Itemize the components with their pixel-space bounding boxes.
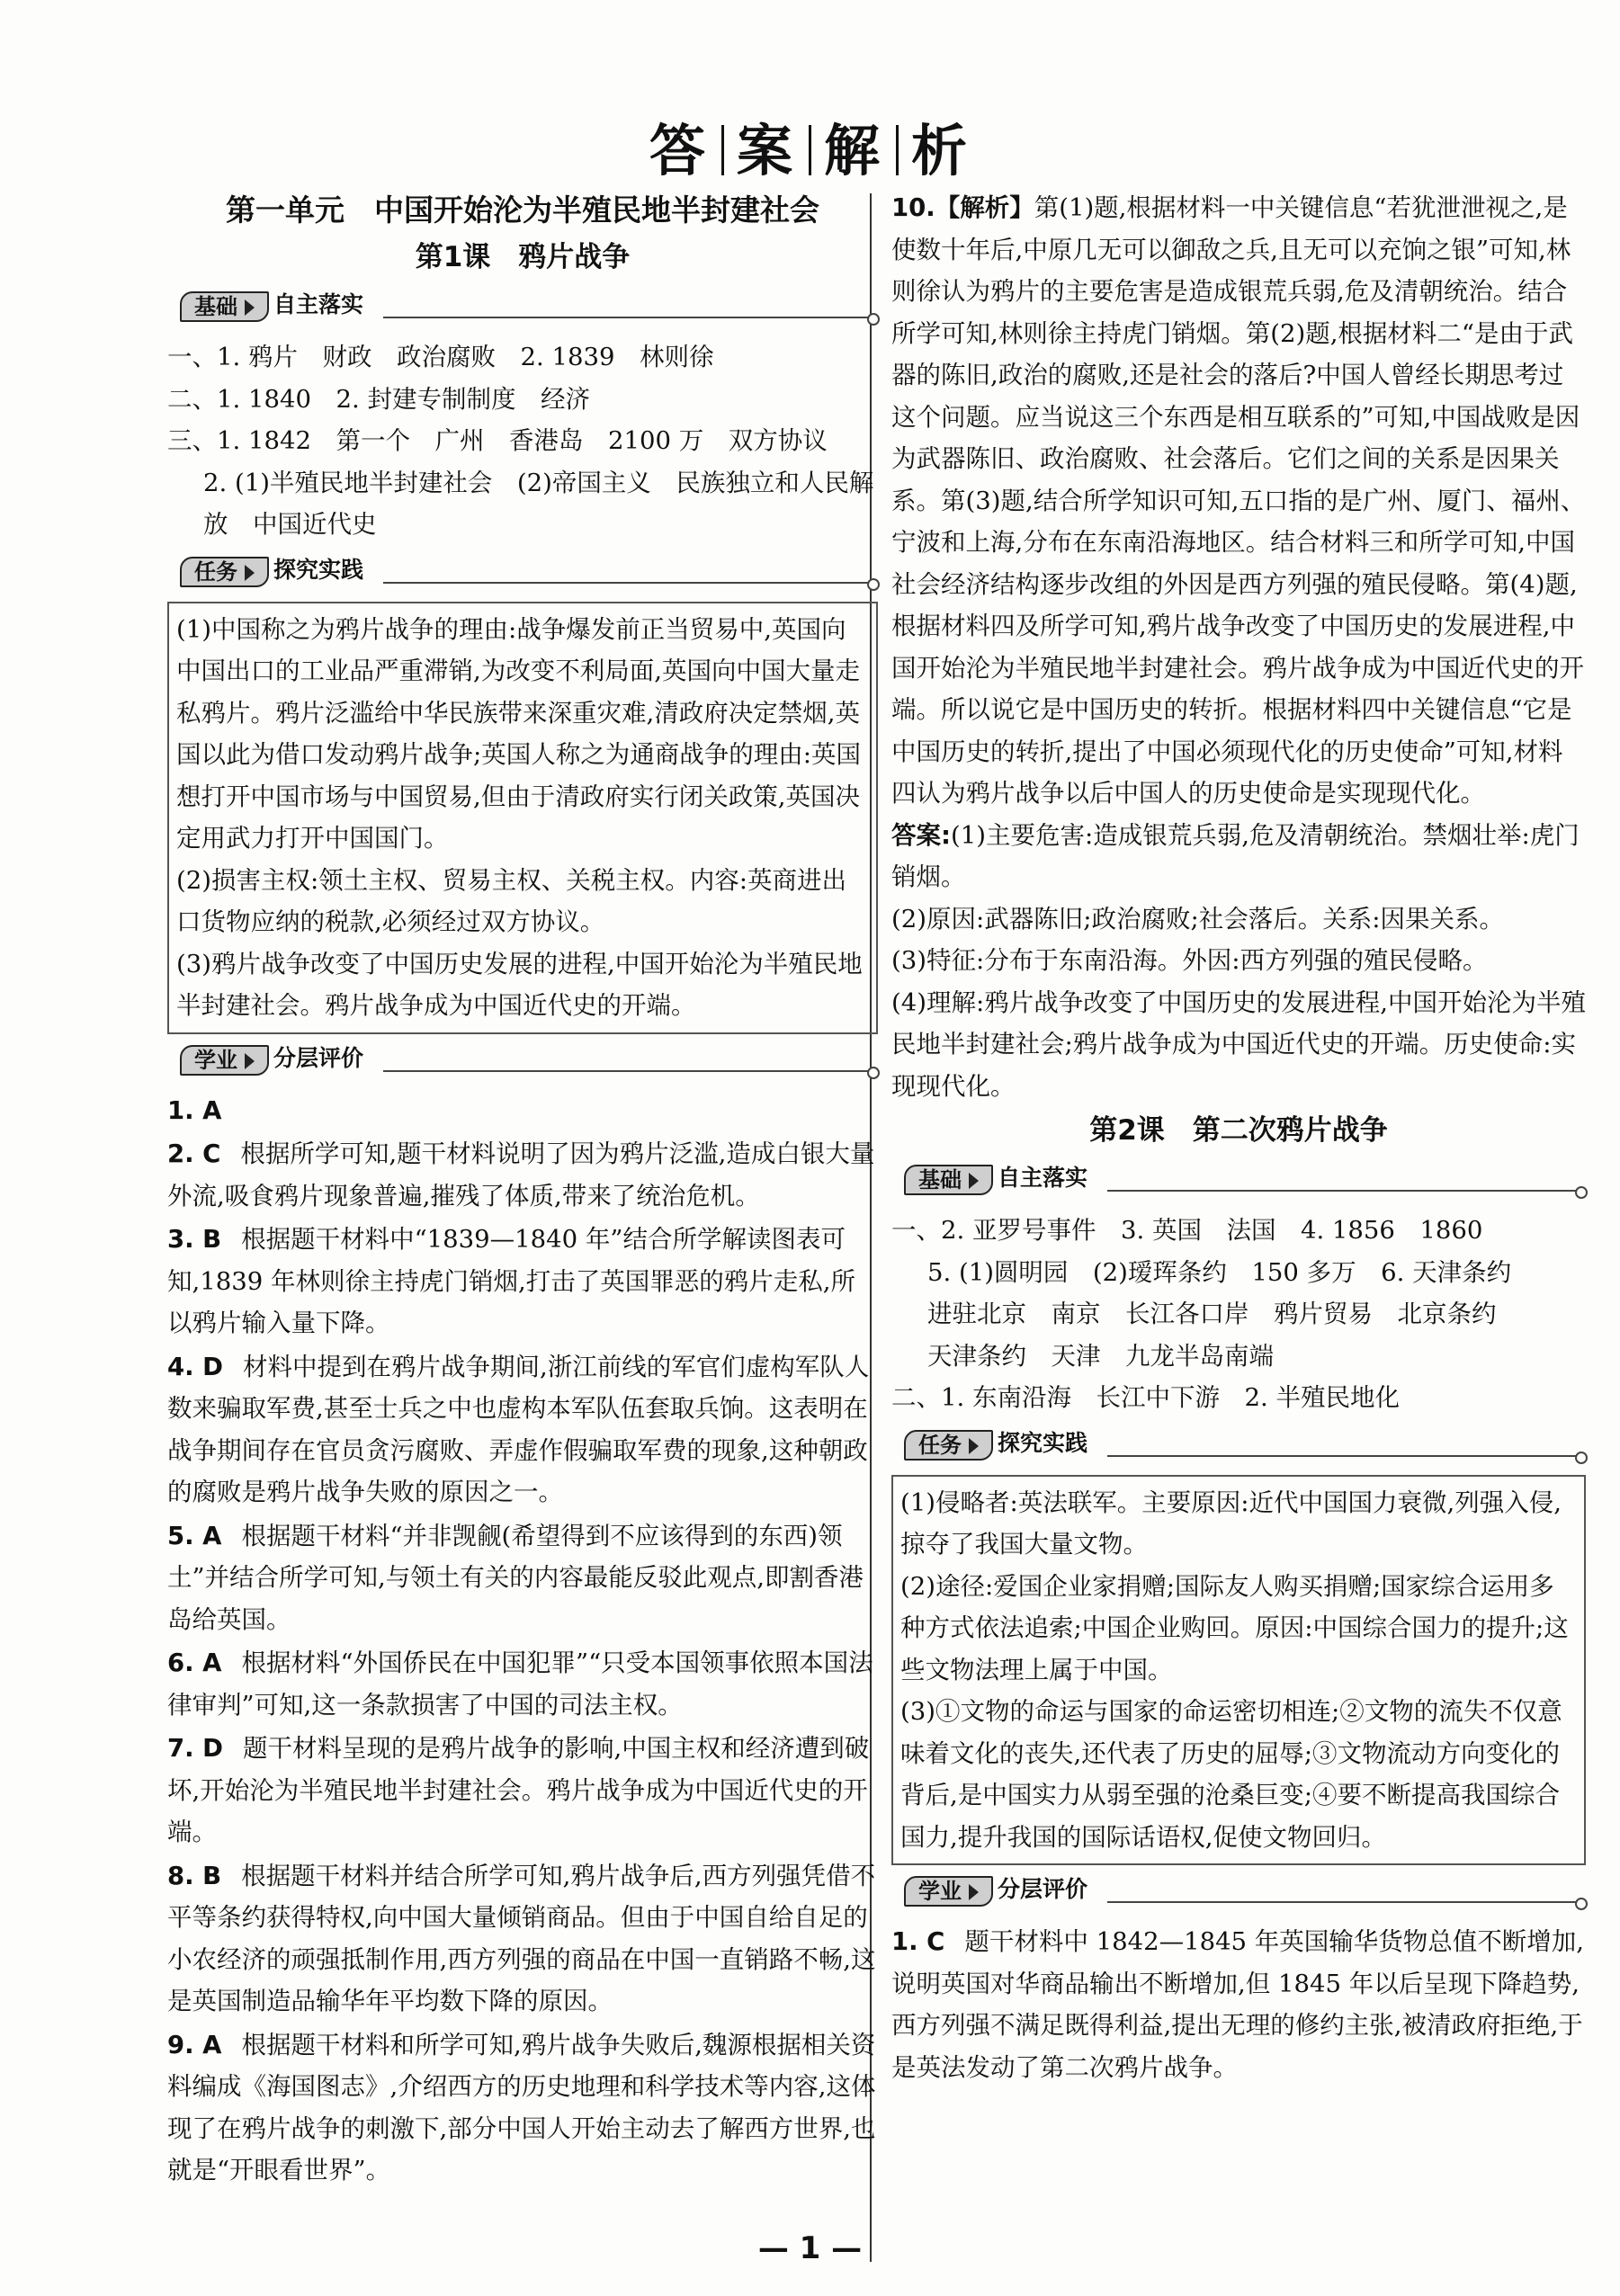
question-item xyxy=(167,1855,878,2023)
task-paragraph: (1)中国称之为鸦片战争的理由:战争爆发前正当贸易中,英国向中国出口的工业品严重滞销,为改变不利局面,英国向中国大量走私鸦片。鸦片泛滥给中华民族带来深重灾难,清政府决定禁烟,英国以此为借口发动鸦片战争;英国人称之为通商战争的理由:英国想打开中国市场与中国贸易,但由于清政府实行闭关政策,英国决定用武力打开中国国门。 xyxy=(176,614,862,853)
question-item xyxy=(167,1515,878,1641)
question-list xyxy=(891,1921,1586,2088)
question-explanation: 材料中提到在鸦片战争期间,浙江前线的军官们虚构军队人数来骗取军费,甚至士兵之中也虚构本军队伍套取兵饷。这表明在战争期间存在官员贪污腐败、弄虚作假骗取军费的现象,这种朝政的腐败是鸦片战争失败的原因之一。 xyxy=(167,1352,870,1506)
basic-line: 天津条约 天津 九龙半岛南端 xyxy=(927,1341,1274,1371)
question-number: 8. B xyxy=(167,1861,222,1890)
page-number: — 1 — xyxy=(757,2230,863,2266)
unit-title: 第一单元 中国开始沦为半殖民地半封建社会 xyxy=(226,192,819,228)
basic-line: 二、1. 1840 2. 封建专制制度 经济 xyxy=(167,384,590,414)
question-item xyxy=(167,2024,878,2192)
task-paragraph: (3)鸦片战争改变了中国历史发展的进程,中国开始沦为半殖民地半封建社会。鸦片战争成为中国近代史的开端。 xyxy=(176,949,863,1020)
question-explanation: 根据题干材料并结合所学可知,鸦片战争后,西方列强凭借不平等条约获得特权,向中国大量倾销商品。但由于中国自给自足的小农经济的顽强抵制作用,西方列强的商品在中国一直销路不畅,这是英国制造品输华年平均数下降的原因。 xyxy=(167,1861,876,2015)
question-item xyxy=(891,1921,1586,2088)
q10-analysis xyxy=(891,187,1586,815)
question-item xyxy=(167,1133,878,1217)
section-eval xyxy=(167,1043,878,1079)
section-tag: 学业 xyxy=(904,1876,993,1907)
section-label: 自主落实 xyxy=(273,291,364,317)
basic-line: 一、2. 亚罗号事件 3. 英国 法国 4. 1856 1860 xyxy=(891,1216,1483,1245)
basic-line: 一、1. 鸦片 财政 政治腐败 2. 1839 林则徐 xyxy=(167,343,714,371)
arrow-icon xyxy=(969,1173,979,1189)
answer-line: (2)原因:武器陈旧;政治腐败;社会落后。关系:因果关系。 xyxy=(891,904,1505,934)
q10-label: 10.【解析】 xyxy=(891,193,1034,222)
question-number: 2. C xyxy=(167,1139,221,1168)
section-basic xyxy=(167,290,878,326)
task-paragraph: (3)①文物的命运与国家的命运密切相连;②文物的流失不仅意味着文化的丧失,还代表了历史的屈辱;③文物流动方向变化的背后,是中国实力从弱至强的沧桑巨变;④要不断提高我国综合国力,提升我国的国际话语权,促使文物回归。 xyxy=(900,1697,1562,1852)
answer-line: (4)理解:鸦片战争改变了中国历史的发展进程,中国开始沦为半殖民地半封建社会;鸦片战争成为中国近代史的开端。历史使命:实现现代化。 xyxy=(891,987,1586,1101)
left-column xyxy=(167,187,878,2193)
arrow-icon xyxy=(245,299,255,316)
section-basic xyxy=(891,1163,1586,1199)
section-label: 自主落实 xyxy=(998,1165,1088,1191)
lesson2-title: 第2课 第二次鸦片战争 xyxy=(1089,1114,1388,1147)
section-tag: 基础 xyxy=(180,291,269,322)
section-tag: 任务 xyxy=(904,1430,993,1461)
q10-text: 第(1)题,根据材料一中关键信息“若犹泄泄视之,是使数十年后,中原几无可以御敌之兵,且无可以充饷之银”可知,林则徐认为鸦片的主要危害是造成银荒兵弱,危及清朝统治。结合所学可知,林则徐主持虎门销烟。第(2)题,根据材料二“是由于武器的陈旧,政治的腐败,还是社会的落后?中国人曾经长期思考过这个问题。应当说这三个东西是相互联系的”可知,中国战败是因为武器陈旧、政治腐败、社会落后。它们之间的关系是因果关系。第(3)题,结合所学知识可知,五口指的是广州、厦门、福州、宁波和上海,分布在东南沿海地区。结合材料三和所学可知,中国社会经济结构逐步改组的外因是西方列强的殖民侵略。第(4)题,根据材料四及所学可知,鸦片战争改变了中国历史的发展进程,中国开始沦为半殖民地半封建社会。鸦片战争成为中国近代史的开端。所以说它是中国历史的转折。根据材料四中关键信息“它是中国历史的转折,提出了中国必须现代化的历史使命”可知,材料四认为鸦片战争以后中国人的历史使命是实现现代化。 xyxy=(891,193,1586,808)
question-explanation: 题干材料呈现的是鸦片战争的影响,中国主权和经济遭到破坏,开始沦为半殖民地半封建社会。鸦片战争成为中国近代史的开端。 xyxy=(167,1734,870,1846)
basic-line: 5. (1)圆明园 (2)瑷珲条约 150 多万 6. 天津条约 xyxy=(927,1257,1512,1287)
task-paragraph: (1)侵略者:英法联军。主要原因:近代中国国力衰微,列强入侵,掠夺了我国大量文物。 xyxy=(900,1487,1562,1559)
section-task xyxy=(891,1428,1586,1464)
task-paragraph: (2)途径:爱国企业家捐赠;国际友人购买捐赠;国家综合运用多种方式依法追索;中国企业购回。原因:中国综合国力的提升;这些文物法理上属于中国。 xyxy=(900,1571,1569,1684)
question-item xyxy=(167,1642,878,1726)
question-number: 6. A xyxy=(167,1648,222,1677)
question-explanation: 根据题干材料中“1839—1840 年”结合所学解读图表可知,1839 年林则徐主持虎门销烟,打击了英国罪恶的鸦片走私,所以鸦片输入量下降。 xyxy=(167,1225,855,1337)
task-answer-box xyxy=(167,602,878,1034)
question-explanation: 题干材料中 1842—1845 年英国输华货物总值不断增加,说明英国对华商品输出不断增加,但 1845 年以后呈现下降趋势,西方列强不满足既得利益,提出无理的修约主张,被清政府拒绝,于是英法发动了第二次鸦片战争。 xyxy=(891,1927,1585,2082)
section-eval xyxy=(891,1874,1586,1910)
question-explanation: 根据题干材料和所学可知,鸦片战争失败后,魏源根据相关资料编成《海国图志》,介绍西方的历史地理和科学技术等内容,这体现了在鸦片战争的刺激下,部分中国人开始主动去了解西方世界,也就是“开眼看世界”。 xyxy=(167,2030,876,2184)
question-number: 1. A xyxy=(167,1095,222,1125)
basic-line: 2. (1)半殖民地半封建社会 (2)帝国主义 民族独立和人民解放 中国近代史 xyxy=(203,468,874,539)
question-item xyxy=(167,1219,878,1345)
question-item xyxy=(167,1346,878,1514)
arrow-icon xyxy=(969,1438,979,1454)
basic-line: 进驻北京 南京 长江各口岸 鸦片贸易 北京条约 xyxy=(927,1300,1497,1328)
arrow-icon xyxy=(245,1053,255,1069)
answer-line: (3)特征:分布于东南沿海。外因:西方列强的殖民侵略。 xyxy=(891,946,1488,975)
task-answer-box xyxy=(891,1475,1586,1866)
question-number: 9. A xyxy=(167,2030,222,2059)
section-tag: 任务 xyxy=(180,557,269,587)
section-tag: 基础 xyxy=(904,1165,993,1195)
question-item xyxy=(167,1090,878,1132)
arrow-icon xyxy=(969,1884,979,1900)
section-tag: 学业 xyxy=(180,1045,269,1076)
task-paragraph: (2)损害主权:领土主权、贸易主权、关税主权。内容:英商进出口货物应纳的税款,必须经过双方协议。 xyxy=(176,865,846,936)
answer-label: 答案: xyxy=(891,820,951,850)
basic-line: 二、1. 东南沿海 长江中下游 2. 半殖民地化 xyxy=(891,1383,1400,1412)
section-label: 分层评价 xyxy=(273,1044,364,1071)
page-title: 答 案 解 析 xyxy=(649,118,971,183)
question-explanation: 根据材料“外国侨民在中国犯罪”“只受本国领事依照本国法律审判”可知,这一条款损害了中国的司法主权。 xyxy=(167,1648,873,1720)
basic-line: 三、1. 1842 第一个 广州 香港岛 2100 万 双方协议 xyxy=(167,426,828,455)
section-task xyxy=(167,555,878,591)
lesson1-title: 第1课 鸦片战争 xyxy=(415,241,631,273)
question-number: 4. D xyxy=(167,1352,223,1381)
question-number: 7. D xyxy=(167,1734,223,1763)
answer-line: 答案:(1)主要危害:造成银荒兵弱,危及清朝统治。禁烟壮举:虎门销烟。 xyxy=(891,820,1580,891)
question-list xyxy=(167,1090,878,2192)
section-label: 探究实践 xyxy=(998,1429,1088,1456)
section-label: 探究实践 xyxy=(273,556,364,583)
question-number: 5. A xyxy=(167,1521,222,1550)
question-explanation: 根据题干材料“并非觊觎(希望得到不应该得到的东西)领土”并结合所学可知,与领土有关的内容最能反驳此观点,即割香港岛给英国。 xyxy=(167,1521,864,1634)
right-column xyxy=(891,187,1586,2090)
section-label: 分层评价 xyxy=(998,1876,1088,1902)
question-explanation: 根据所学可知,题干材料说明了因为鸦片泛滥,造成白银大量外流,吸食鸦片现象普遍,摧残了体质,带来了统治危机。 xyxy=(167,1139,875,1211)
arrow-icon xyxy=(245,565,255,581)
question-item xyxy=(167,1728,878,1854)
question-number: 1. C xyxy=(891,1927,945,1956)
question-number: 3. B xyxy=(167,1225,222,1254)
